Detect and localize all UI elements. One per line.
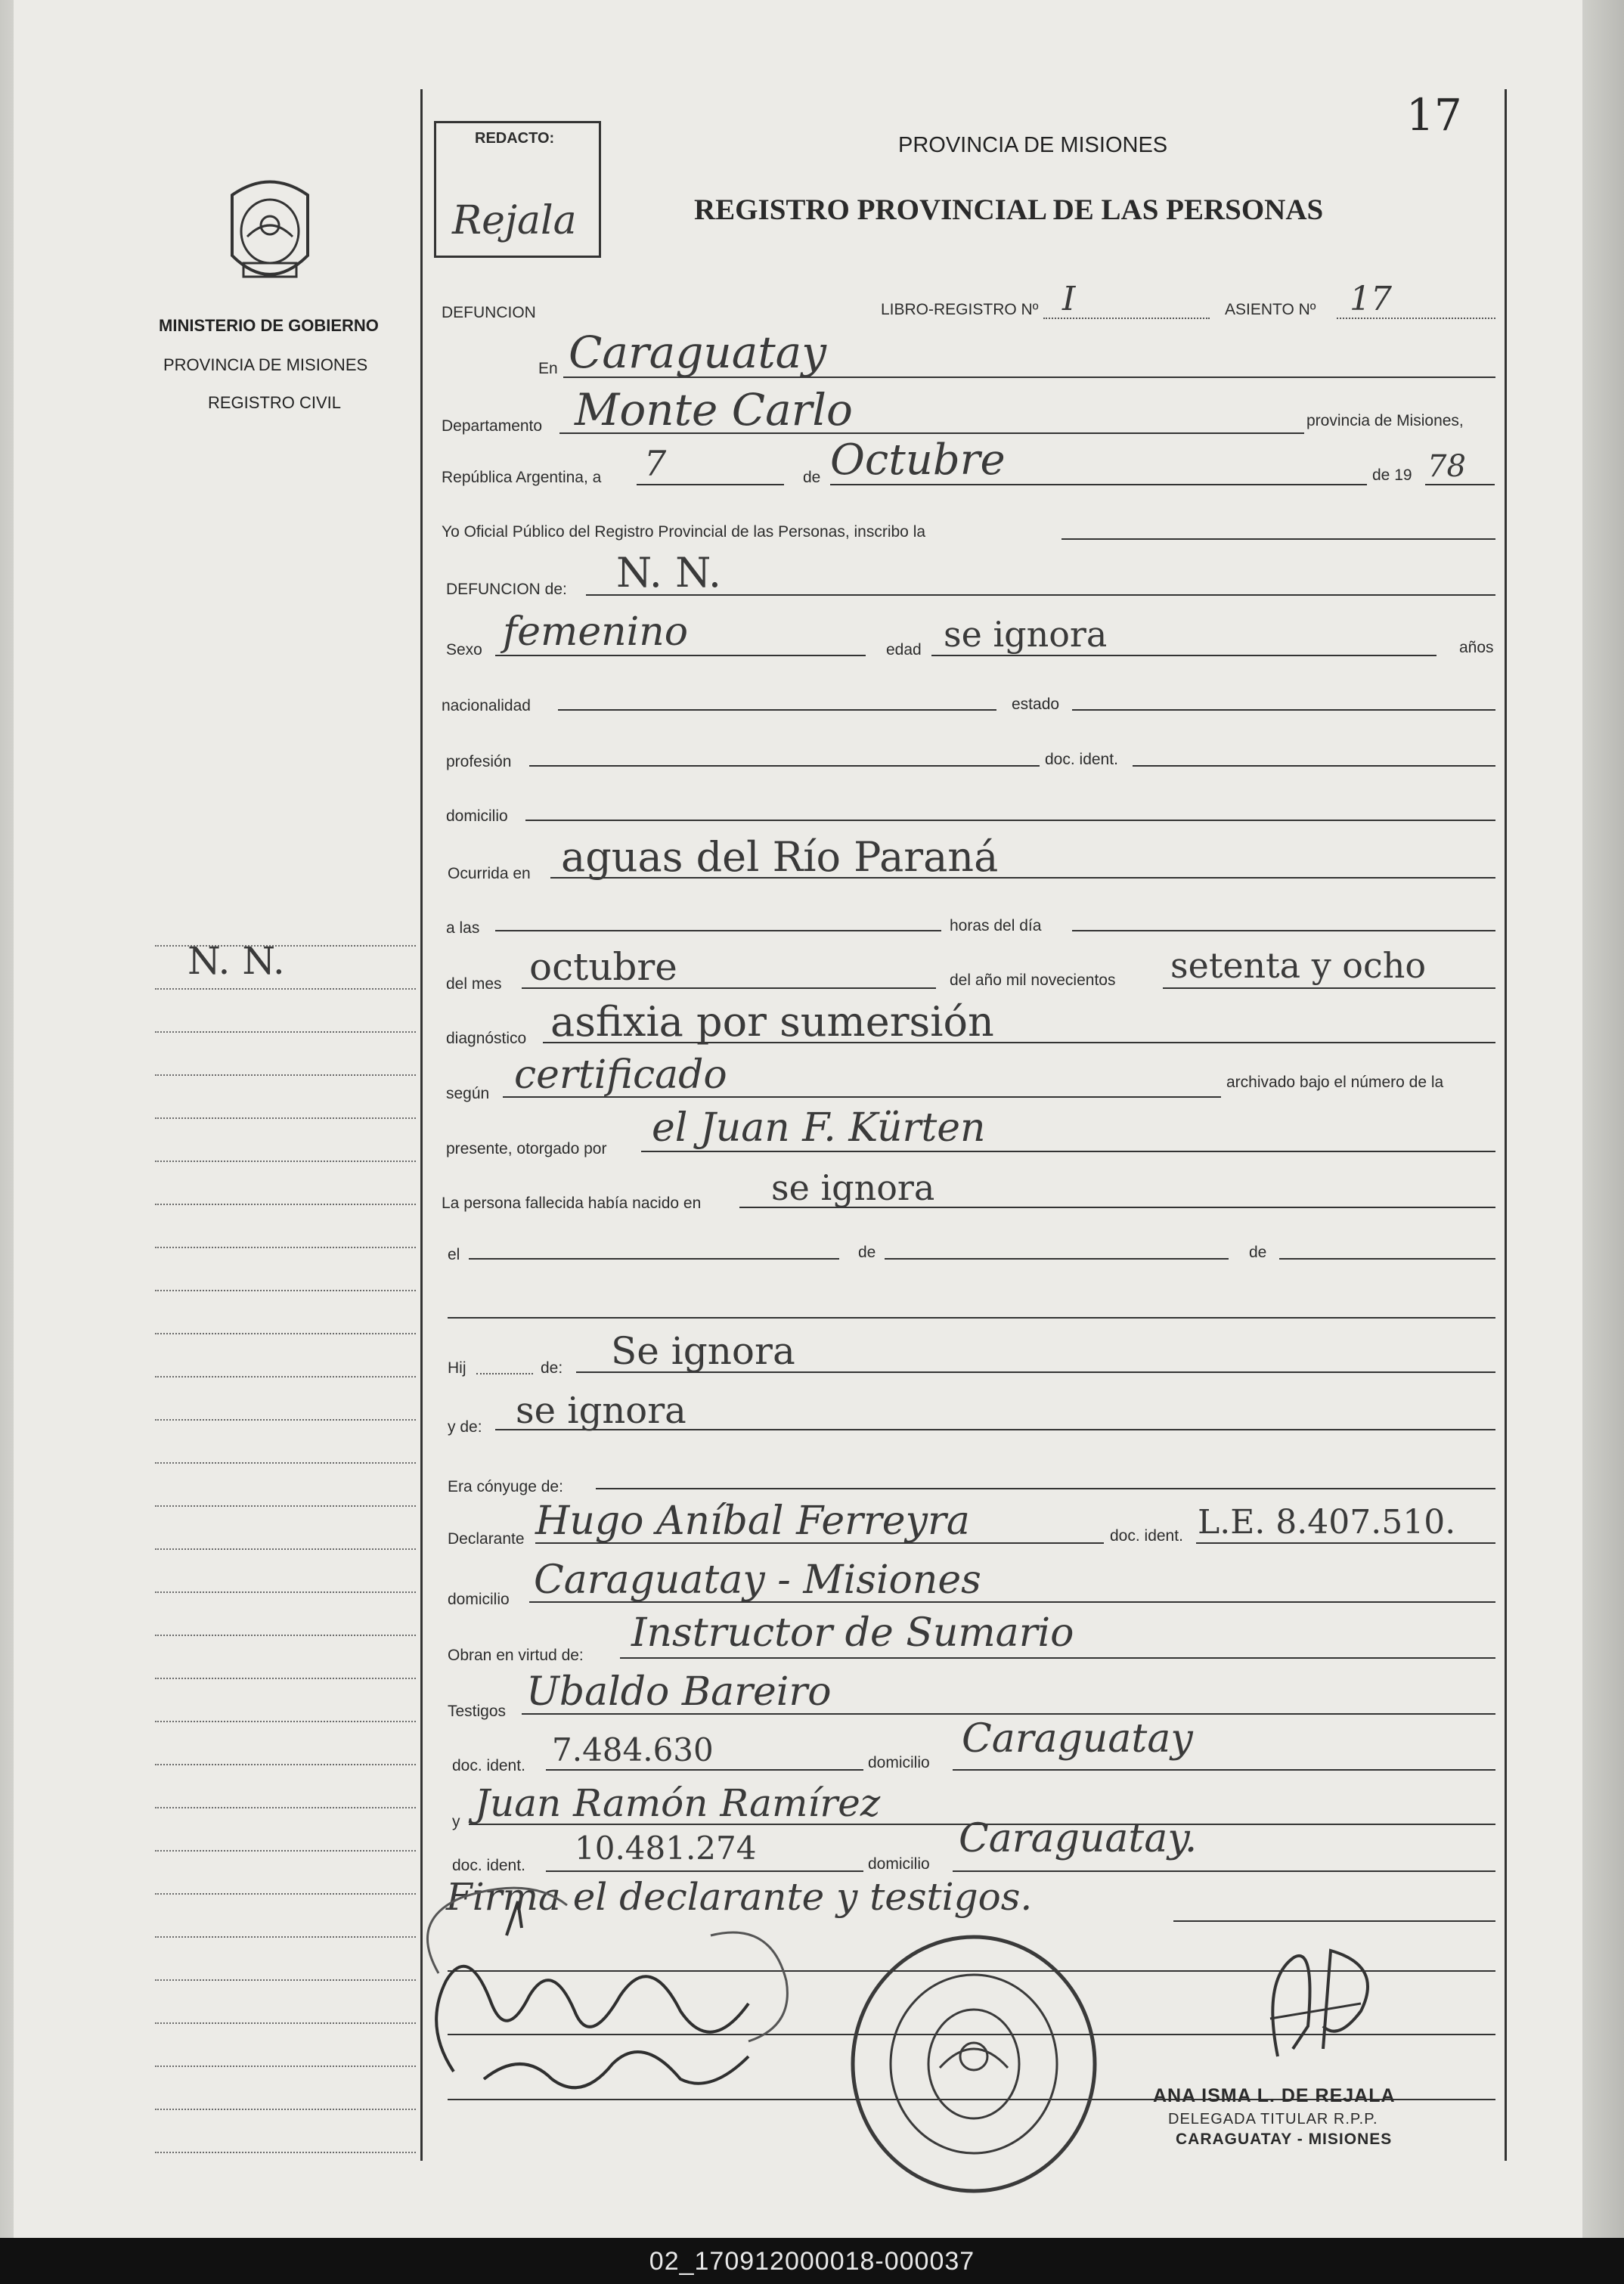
margin-line: [155, 2022, 416, 2024]
t1-doc-value: 7.484.630: [552, 1731, 714, 1768]
margin-line: [155, 1635, 416, 1636]
segun-label: según: [446, 1085, 490, 1102]
en-label: En: [538, 360, 558, 377]
profesion-label: profesión: [446, 753, 512, 770]
page-number: 17: [1406, 89, 1462, 141]
domicilio-label: domicilio: [446, 807, 508, 825]
nacido-value: se ignora: [771, 1167, 935, 1208]
margin-line: [155, 1979, 416, 1981]
official-seal-icon: [845, 1932, 1102, 2196]
declarant-signature: [393, 1830, 817, 2102]
stamp-name: ANA ISMA L. DE REJALA: [1153, 2085, 1396, 2106]
oficial-text: Yo Oficial Público del Registro Provincial de las Personas, inscribo la: [442, 523, 926, 541]
declarante-doc-label: doc. ident.: [1110, 1527, 1183, 1545]
de-label: de: [803, 469, 821, 486]
margin-line: [155, 1247, 416, 1248]
firma-value: Firma el declarante y testigos.: [446, 1875, 1033, 1919]
margin-line: [155, 1419, 416, 1421]
asiento-label: ASIENTO Nº: [1225, 301, 1316, 318]
decl-domicilio-value: Caraguatay - Misiones: [534, 1557, 981, 1603]
el-label: el: [448, 1246, 460, 1263]
declarante-label: Declarante: [448, 1530, 525, 1548]
conyuge-label: Era cónyuge de:: [448, 1478, 563, 1495]
presente-label: presente, otorgado por: [446, 1140, 607, 1157]
margin-line: [155, 1764, 416, 1765]
margin-line: [155, 1850, 416, 1852]
margin-line: [155, 1807, 416, 1808]
en-value: Caraguatay: [569, 327, 826, 378]
year-value: 78: [1427, 449, 1466, 484]
hij-de-label: de:: [541, 1359, 563, 1377]
t2-dom-value: Caraguatay.: [959, 1816, 1198, 1861]
libro-value: I: [1062, 280, 1076, 318]
t1-doc-label: doc. ident.: [452, 1757, 525, 1774]
margin-line: [155, 1678, 416, 1679]
obran-label: Obran en virtud de:: [448, 1647, 584, 1664]
margin-line: [155, 1074, 416, 1076]
departamento-label: Departamento: [442, 417, 543, 435]
testigo2-value: Juan Ramón Ramírez: [475, 1781, 881, 1825]
margin-line: [155, 1462, 416, 1464]
segun-value: certificado: [514, 1052, 727, 1098]
y-label: y: [452, 1813, 460, 1830]
dia-value: 7: [644, 443, 667, 484]
presente-value: el Juan F. Kürten: [652, 1105, 986, 1151]
margin-line: [155, 2152, 416, 2153]
stamp-place: CARAGUATAY - MISIONES: [1176, 2131, 1393, 2148]
margin-line: [155, 1290, 416, 1291]
edad-label: edad: [886, 641, 922, 659]
margin-line: [155, 2109, 416, 2110]
margin-note: N. N.: [188, 939, 285, 983]
margin-line: [155, 1893, 416, 1895]
doc-ident-label: doc. ident.: [1045, 751, 1118, 768]
margin-line: [155, 1333, 416, 1334]
sexo-value: femenino: [503, 609, 689, 655]
ano-value: setenta y ocho: [1170, 945, 1427, 986]
hij-value: Se ignora: [611, 1329, 795, 1373]
diagnostico-value: asfixia por sumersión: [550, 998, 994, 1046]
departamento-value: Monte Carlo: [575, 384, 853, 435]
de2-label: de: [1249, 1244, 1267, 1261]
coat-of-arms-icon: [221, 172, 319, 290]
y-de-label: y de:: [448, 1418, 482, 1436]
right-border-line: [1505, 89, 1507, 2161]
provincia-suffix: provincia de Misiones,: [1306, 412, 1464, 429]
t2-dom-label: domicilio: [868, 1855, 930, 1873]
sexo-label: Sexo: [446, 641, 482, 659]
del-mes-value: octubre: [529, 945, 677, 989]
margin-line: [155, 1936, 416, 1938]
nacido-label: La persona fallecida había nacido en: [442, 1195, 702, 1212]
registry-heading: REGISTRO PROVINCIAL DE LAS PERSONAS: [694, 194, 1324, 226]
estado-label: estado: [1012, 696, 1060, 713]
republica-label: República Argentina, a: [442, 469, 602, 486]
t1-dom-label: domicilio: [868, 1754, 930, 1771]
t2-doc-label: doc. ident.: [452, 1857, 525, 1874]
ministry-label: MINISTERIO DE GOBIERNO: [159, 316, 379, 335]
margin-line: [155, 1031, 416, 1033]
redacto-value: Rejala: [452, 198, 577, 243]
libro-label: LIBRO-REGISTRO Nº: [881, 301, 1039, 318]
redacto-label: REDACTO:: [475, 130, 555, 147]
margin-province-label: PROVINCIA DE MISIONES: [163, 355, 368, 374]
year-prefix: de 19: [1372, 466, 1412, 484]
margin-line: [155, 1161, 416, 1162]
margin-line: [155, 1548, 416, 1550]
decl-domicilio-label: domicilio: [448, 1591, 510, 1608]
image-caption: 02_170912000018-000037: [649, 2247, 975, 2276]
margin-line: [155, 1117, 416, 1119]
de1-label: de: [858, 1244, 876, 1261]
nacionalidad-label: nacionalidad: [442, 697, 531, 714]
asiento-value: 17: [1350, 280, 1392, 318]
margin-line: [155, 1591, 416, 1593]
t1-dom-value: Caraguatay: [962, 1716, 1193, 1762]
stamp-title: DELEGADA TITULAR R.P.P.: [1168, 2111, 1378, 2127]
official-signature: [1247, 1935, 1399, 2072]
ocurrida-label: Ocurrida en: [448, 865, 531, 882]
civil-registry-label: REGISTRO CIVIL: [208, 393, 342, 412]
defuncion-title: DEFUNCION: [442, 304, 536, 321]
anos-label: años: [1459, 639, 1494, 656]
mes-value: Octubre: [830, 435, 1006, 485]
margin-line: [155, 1376, 416, 1378]
t2-doc-value: 10.481.274: [575, 1830, 757, 1867]
archivado-label: archivado bajo el número de la: [1226, 1074, 1444, 1091]
margin-line: [155, 1204, 416, 1205]
declarante-value: Hugo Aníbal Ferreyra: [535, 1498, 970, 1544]
testigos-label: Testigos: [448, 1703, 507, 1720]
edad-value: se ignora: [944, 614, 1108, 655]
ocurrida-value: aguas del Río Paraná: [561, 833, 999, 881]
province-heading: PROVINCIA DE MISIONES: [898, 133, 1168, 157]
y-de-value: se ignora: [516, 1390, 686, 1432]
margin-line: [155, 1721, 416, 1722]
del-mes-label: del mes: [446, 975, 502, 993]
obran-value: Instructor de Sumario: [631, 1610, 1074, 1656]
a-las-label: a las: [446, 919, 480, 937]
margin-line: [155, 2066, 416, 2067]
diagnostico-label: diagnóstico: [446, 1030, 527, 1047]
margin-line: [155, 1505, 416, 1507]
defuncion-de-value: N. N.: [616, 549, 722, 597]
page-edge: [1582, 0, 1624, 2238]
declarante-doc-value: L.E. 8.407.510.: [1198, 1503, 1456, 1542]
testigo1-value: Ubaldo Bareiro: [526, 1669, 832, 1715]
horas-label: horas del día: [950, 917, 1042, 934]
margin-line: [155, 988, 416, 990]
ano-label: del año mil novecientos: [950, 972, 1116, 989]
defuncion-de-label: DEFUNCION de:: [446, 581, 567, 598]
hij-label: Hij: [448, 1359, 466, 1377]
